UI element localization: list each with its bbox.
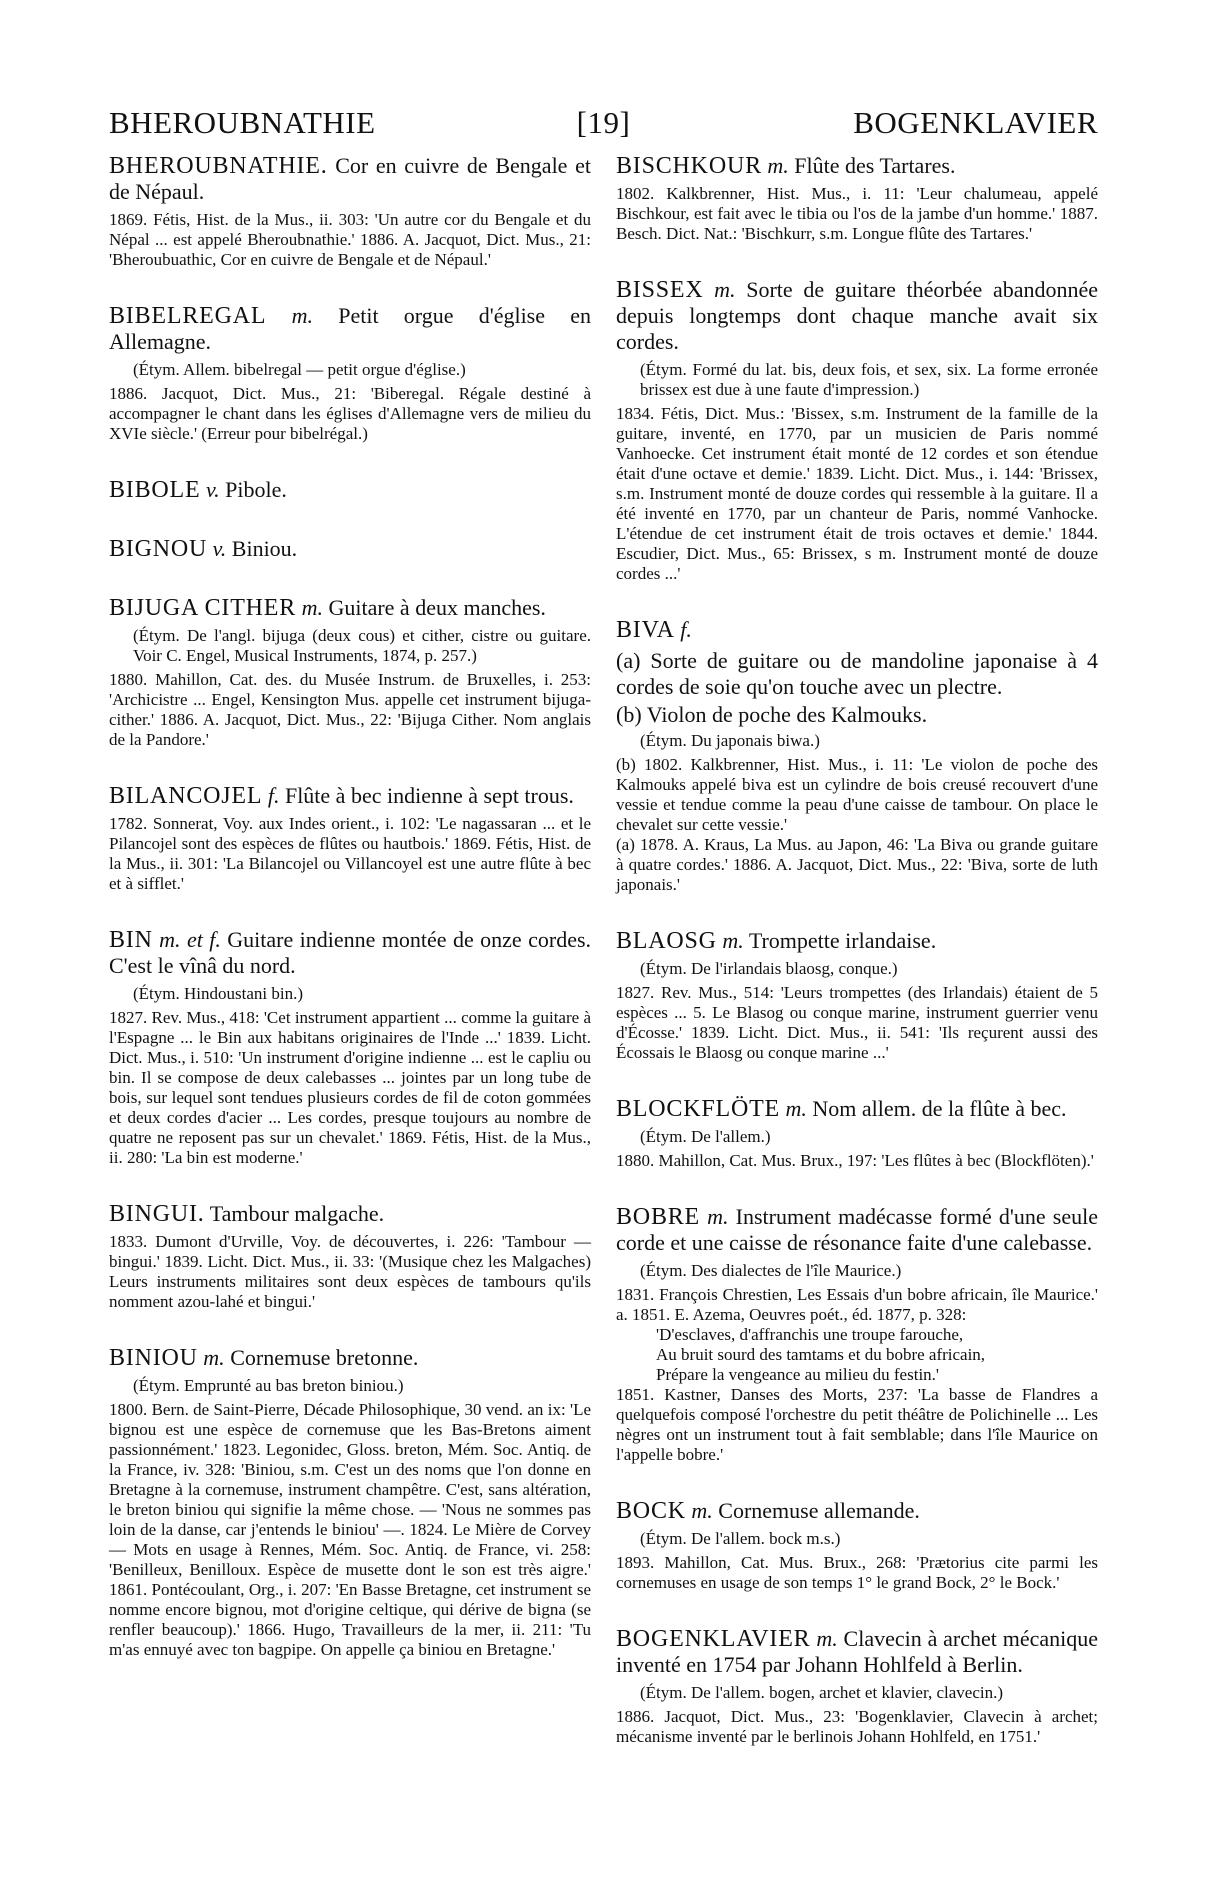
entry-head xyxy=(109,477,591,503)
headword: BLAOSG xyxy=(616,928,717,954)
dictionary-entry xyxy=(109,927,591,1168)
definition: Sorte de guitare théorbée abandonnée depuis longtemps dont chaque manche avait six cordes. xyxy=(616,277,1098,354)
grammar-label: m. xyxy=(816,1626,838,1651)
entry-head xyxy=(109,536,591,562)
grammar-label: m. xyxy=(722,928,744,953)
citation: 1851. Kastner, Danses des Morts, 237: 'La basse de Flandres a quelquefois composé l'orchestre du petit théâtre de Polichinelle ... Les nègres ont un instrument tout à fait semblable; dans l'île Maurice on l'appelle bobre.' xyxy=(616,1385,1098,1464)
verse-line: Prépare la vengeance au milieu du festin.' xyxy=(656,1365,939,1384)
definition: Pibole. xyxy=(225,477,287,502)
dictionary-entry xyxy=(616,153,1098,244)
headword: BISSEX xyxy=(616,277,704,303)
headword: BIN xyxy=(109,927,153,953)
definition: Tambour malgache. xyxy=(209,1201,385,1226)
dictionary-entry xyxy=(616,1096,1098,1171)
grammar-label: m. xyxy=(291,303,313,328)
grammar-label: m. xyxy=(707,1204,729,1229)
citation: 1869. Fétis, Hist. de la Mus., ii. 303: 'Un autre cor du Bengale et du Népal ... est appelé Bheroubnathie.' 1886. A. Jacquot, Dict. Mus., 21: 'Bheroubuathic, Cor en cuivre de Bengale et de Népaul.' xyxy=(109,210,591,269)
grammar-label: m. xyxy=(714,277,736,302)
dictionary-entry xyxy=(109,783,591,894)
entry-head xyxy=(109,1345,591,1371)
grammar-label: m. xyxy=(767,153,789,178)
definition: Cornemuse bretonne. xyxy=(230,1345,419,1370)
grammar-label: f. xyxy=(680,617,692,642)
dictionary-entry xyxy=(616,1626,1098,1747)
citation: 1880. Mahillon, Cat. Mus. Brux., 197: 'Les flûtes à bec (Blockflöten).' xyxy=(616,1151,1094,1170)
headword: BIVA xyxy=(616,617,675,643)
etymology: (Étym. De l'allem.) xyxy=(640,1127,771,1146)
sense: (b) Violon de poche des Kalmouks. xyxy=(616,702,928,727)
entry-head xyxy=(616,153,1098,179)
etymology: (Étym. De l'allem. bogen, archet et klavier, clavecin.) xyxy=(640,1683,1004,1702)
citation: 1782. Sonnerat, Voy. aux Indes orient., i. 102: 'Le nagassaran ... et le Pilancojel sont des espèces de flûtes ou hautbois.' 1869. Fétis, Hist. de la Mus., ii. 301: 'La Bilancojel ou Villancoyel est une autre flûte à bec et à sifflet.' xyxy=(109,814,591,893)
verse-line: 'D'esclaves, d'affranchis une troupe farouche, xyxy=(656,1325,964,1344)
grammar-label: f. xyxy=(267,783,280,808)
headword: BISCHKOUR xyxy=(616,153,762,179)
citation: 1886. Jacquot, Dict. Mus., 21: 'Biberegal. Régale destiné à accompagner le chant dans les églises d'Allemagne vers de milieu du XVIe siècle.' (Erreur pour bibelrégal.) xyxy=(109,384,591,443)
headword: BINGUI. xyxy=(109,1201,205,1227)
headword: BOCK xyxy=(616,1498,686,1524)
dictionary-entry xyxy=(616,277,1098,584)
definition: Cornemuse allemande. xyxy=(718,1498,920,1523)
citation: 1834. Fétis, Dict. Mus.: 'Bissex, s.m. Instrument de la famille de la guitare, inventé, en 1770, par un musicien de Paris nommé Vanhoecke. Cet instrument était monté de 12 cordes et son étendue était d'une octave et demie.' 1839. Licht. Dict. Mus., i. 144: 'Brissex, s.m. Instrument monté de douze cordes qui ressemble à la guitare. Il a été inventé en 1770, par un chanteur de Paris, nommé Vanhocke. L'étendue de cet instrument était de trois octaves et demie.' 1844. Escudier, Dict. Mus., 65: Brissex, s m. Instrument monté de douze cordes ...' xyxy=(616,404,1098,583)
dictionary-entry xyxy=(109,536,591,562)
grammar-label: m. xyxy=(785,1096,807,1121)
definition: Flûte des Tartares. xyxy=(794,153,956,178)
etymology: (Étym. De l'allem. bock m.s.) xyxy=(640,1529,841,1548)
citation: 1893. Mahillon, Cat. Mus. Brux., 268: 'Prætorius cite parmi les cornemuses en usage de son temps 1° le grand Bock, 2° le Bock.' xyxy=(616,1553,1098,1592)
dictionary-entry xyxy=(109,153,591,270)
entry-head xyxy=(616,928,1098,954)
entry-head xyxy=(109,783,591,809)
page-number: [19] xyxy=(576,105,631,140)
grammar-label: m. xyxy=(203,1345,225,1370)
definition: Instrument madécasse formé d'une seule corde et une caisse de résonance faite d'une calebasse. xyxy=(616,1204,1098,1255)
entry-head xyxy=(616,1498,1098,1524)
etymology: (Étym. Hindoustani bin.) xyxy=(133,984,303,1003)
etymology: (Étym. Formé du lat. bis, deux fois, et sex, six. La forme erronée brissex est due à une faute d'impression.) xyxy=(640,360,1098,399)
etymology: (Étym. Allem. bibelregal — petit orgue d'église.) xyxy=(133,360,466,379)
dictionary-entry xyxy=(109,303,591,444)
etymology: (Étym. Emprunté au bas breton biniou.) xyxy=(133,1376,404,1395)
dictionary-entry xyxy=(109,595,591,750)
headword: BIJUGA CITHER xyxy=(109,595,297,621)
entry-head xyxy=(616,617,1098,643)
running-head-right: BOGENKLAVIER xyxy=(853,105,1098,140)
headword: BIBOLE xyxy=(109,477,201,503)
entry-head xyxy=(109,153,591,205)
dictionary-entry xyxy=(109,1201,591,1312)
sense: (a) Sorte de guitare ou de mandoline japonaise à 4 cordes de soie qu'on touche avec un plectre. xyxy=(616,648,1098,699)
dictionary-entry xyxy=(616,617,1098,895)
page-header xyxy=(109,105,1098,149)
headword: BHEROUBNATHIE. xyxy=(109,153,328,179)
grammar-label: m. xyxy=(691,1498,713,1523)
headword: BIGNOU xyxy=(109,536,208,562)
grammar-label: m. et f. xyxy=(159,927,221,952)
headword: BOBRE xyxy=(616,1204,701,1230)
definition: Petit orgue d'église en Allemagne. xyxy=(109,303,592,354)
definition: Cor en cuivre de Bengale et de Népaul. xyxy=(109,153,591,204)
dictionary-entry xyxy=(616,928,1098,1063)
entry-head xyxy=(109,595,591,621)
entry-head xyxy=(616,277,1098,355)
citation: 1827. Rev. Mus., 514: 'Leurs trompettes (des Irlandais) étaient de 5 espèces ... 5. Le Blasog ou conque marine, instrument guerrier venu d'Écosse.' 1839. Licht. Dict. Mus., ii. 541: 'Ils reçurent aussi des Écossais le Blaosg ou conque marine ...' xyxy=(616,983,1098,1062)
definition: Guitare indienne montée de onze cordes. C'est le vînâ du nord. xyxy=(109,927,592,978)
entry-head xyxy=(616,1096,1098,1122)
right-column xyxy=(616,153,1098,1780)
definition: Nom allem. de la flûte à bec. xyxy=(812,1096,1067,1121)
entry-head xyxy=(109,303,591,355)
headword: BILANCOJEL xyxy=(109,783,263,809)
etymology: (Étym. De l'angl. bijuga (deux cous) et cither, cistre ou guitare. Voir C. Engel, Musical Instruments, 1874, p. 257.) xyxy=(133,626,591,665)
entry-head xyxy=(616,1204,1098,1256)
left-column xyxy=(109,153,591,1693)
citation: 1800. Bern. de Saint-Pierre, Décade Philosophique, 30 vend. an ix: 'Le bignou est une espèce de cornemuse que les Bas-Bretons aiment passionnément.' 1823. Legonidec, Gloss. breton, Mém. Soc. Antiq. de la France, iv. 328: 'Biniou, s.m. C'est un des noms que l'on donne en Bretagne à la cornemuse, instrument champêtre. C'est, sans altération, le breton biniou qui signifie la même chose. — 'Nous ne sommes pas loin de la danse, car j'entends le biniou' —. 1824. Le Mière de Corvey — Mots en usage à Rennes, Mém. Soc. Antiq. de France, vi. 258: 'Benilleux, Benilloux. Espèce de musette dont le son est très aigre.' 1861. Pontécoulant, Org., i. 207: 'En Basse Bretagne, cet instrument se nomme encore bignou, mot d'origine celtique, qui dérive de bigna (se renfler beaucoup).' 1866. Hugo, Travailleurs de la mer, ii. 211: 'Tu m'as ennuyé avec ton bagpipe. On appelle ça biniou en Bretagne.' xyxy=(109,1400,591,1659)
grammar-label: v. xyxy=(212,536,227,561)
citation: (a) 1878. A. Kraus, La Mus. au Japon, 46: 'La Biva ou grande guitare à quatre cordes.' 1886. A. Jacquot, Dict. Mus., 22: 'Biva, sorte de luth japonais.' xyxy=(616,835,1098,894)
entry-head xyxy=(109,1201,591,1227)
definition: Clavecin à archet mécanique inventé en 1754 par Johann Hohlfeld à Berlin. xyxy=(616,1626,1098,1677)
headword: BIBELREGAL xyxy=(109,303,267,329)
entry-head xyxy=(616,1626,1098,1678)
etymology: (Étym. Des dialectes de l'île Maurice.) xyxy=(640,1261,902,1280)
definition: Flûte à bec indienne à sept trous. xyxy=(284,783,574,808)
citation: 1833. Dumont d'Urville, Voy. de découvertes, i. 226: 'Tambour — bingui.' 1839. Licht. Dict. Mus., ii. 33: '(Musique chez les Malgaches) Leurs instruments militaires sont deux espèces de tambours qu'ils nomment azou-lahé et bingui.' xyxy=(109,1232,591,1311)
grammar-label: v. xyxy=(205,477,220,502)
headword: BOGENKLAVIER xyxy=(616,1626,811,1652)
running-head-left: BHEROUBNATHIE xyxy=(109,105,376,140)
etymology: (Étym. Du japonais biwa.) xyxy=(640,731,820,750)
citation: 1827. Rev. Mus., 418: 'Cet instrument appartient ... comme la guitare à l'Espagne ... le Bin aux habitans originaires de l'Inde ...' 1839. Licht. Dict. Mus., i. 510: 'Un instrument d'origine indienne ... est le capliu ou bin. Il se compose de deux calebasses ... jointes par un long tube de bois, sur lequel sont tendues plusieurs cordes de fil de coton gommées et deux cordes d'acier ... Les cordes, presque toujours au nombre de quatre ne reposent pas sur un chevalet.' 1869. Fétis, Hist. de la Mus., ii. 280: 'La bin est moderne.' xyxy=(109,1008,591,1167)
definition: Guitare à deux manches. xyxy=(328,595,546,620)
citation: 1802. Kalkbrenner, Hist. Mus., i. 11: 'Leur chalumeau, appelé Bischkour, est fait avec le tibia ou l'os de la jambe d'un homme.' 1887. Besch. Dict. Nat.: 'Bischkurr, s.m. Longue flûte des Tartares.' xyxy=(616,184,1098,243)
grammar-label: m. xyxy=(301,595,323,620)
dictionary-entry xyxy=(109,1345,591,1660)
citation: 1831. François Chrestien, Les Essais d'un bobre africain, île Maurice.' a. 1851. E. Azema, Oeuvres poét., éd. 1877, p. 328: xyxy=(616,1285,1098,1324)
headword: BLOCKFLÖTE xyxy=(616,1096,780,1122)
citation: 1886. Jacquot, Dict. Mus., 23: 'Bogenklavier, Clavecin à archet; mécanisme inventé par le berlinois Johann Hohlfeld, en 1751.' xyxy=(616,1707,1098,1746)
definition: Biniou. xyxy=(231,536,298,561)
citation: (b) 1802. Kalkbrenner, Hist. Mus., i. 11: 'Le violon de poche des Kalmouks appelé biva est un cylindre de bois creusé recouvert d'une vessie et tendue comme la peau d'une caisse de tambour. On place le chevalet sur cette vessie.' xyxy=(616,755,1098,834)
etymology: (Étym. De l'irlandais blaosg, conque.) xyxy=(640,959,898,978)
citation: 1880. Mahillon, Cat. des. du Musée Instrum. de Bruxelles, i. 253: 'Archicistre ... Engel, Kensington Mus. appelle cet instrument bijuga-cither.' 1886. A. Jacquot, Dict. Mus., 22: 'Bijuga Cither. Nom anglais de la Pandore.' xyxy=(109,670,591,749)
dictionary-entry xyxy=(616,1498,1098,1593)
headword: BINIOU xyxy=(109,1345,198,1371)
dictionary-entry xyxy=(109,477,591,503)
dictionary-entry xyxy=(616,1204,1098,1465)
entry-head xyxy=(109,927,591,979)
verse-line: Au bruit sourd des tamtams et du bobre africain, xyxy=(656,1345,986,1364)
definition: Trompette irlandaise. xyxy=(748,928,937,953)
